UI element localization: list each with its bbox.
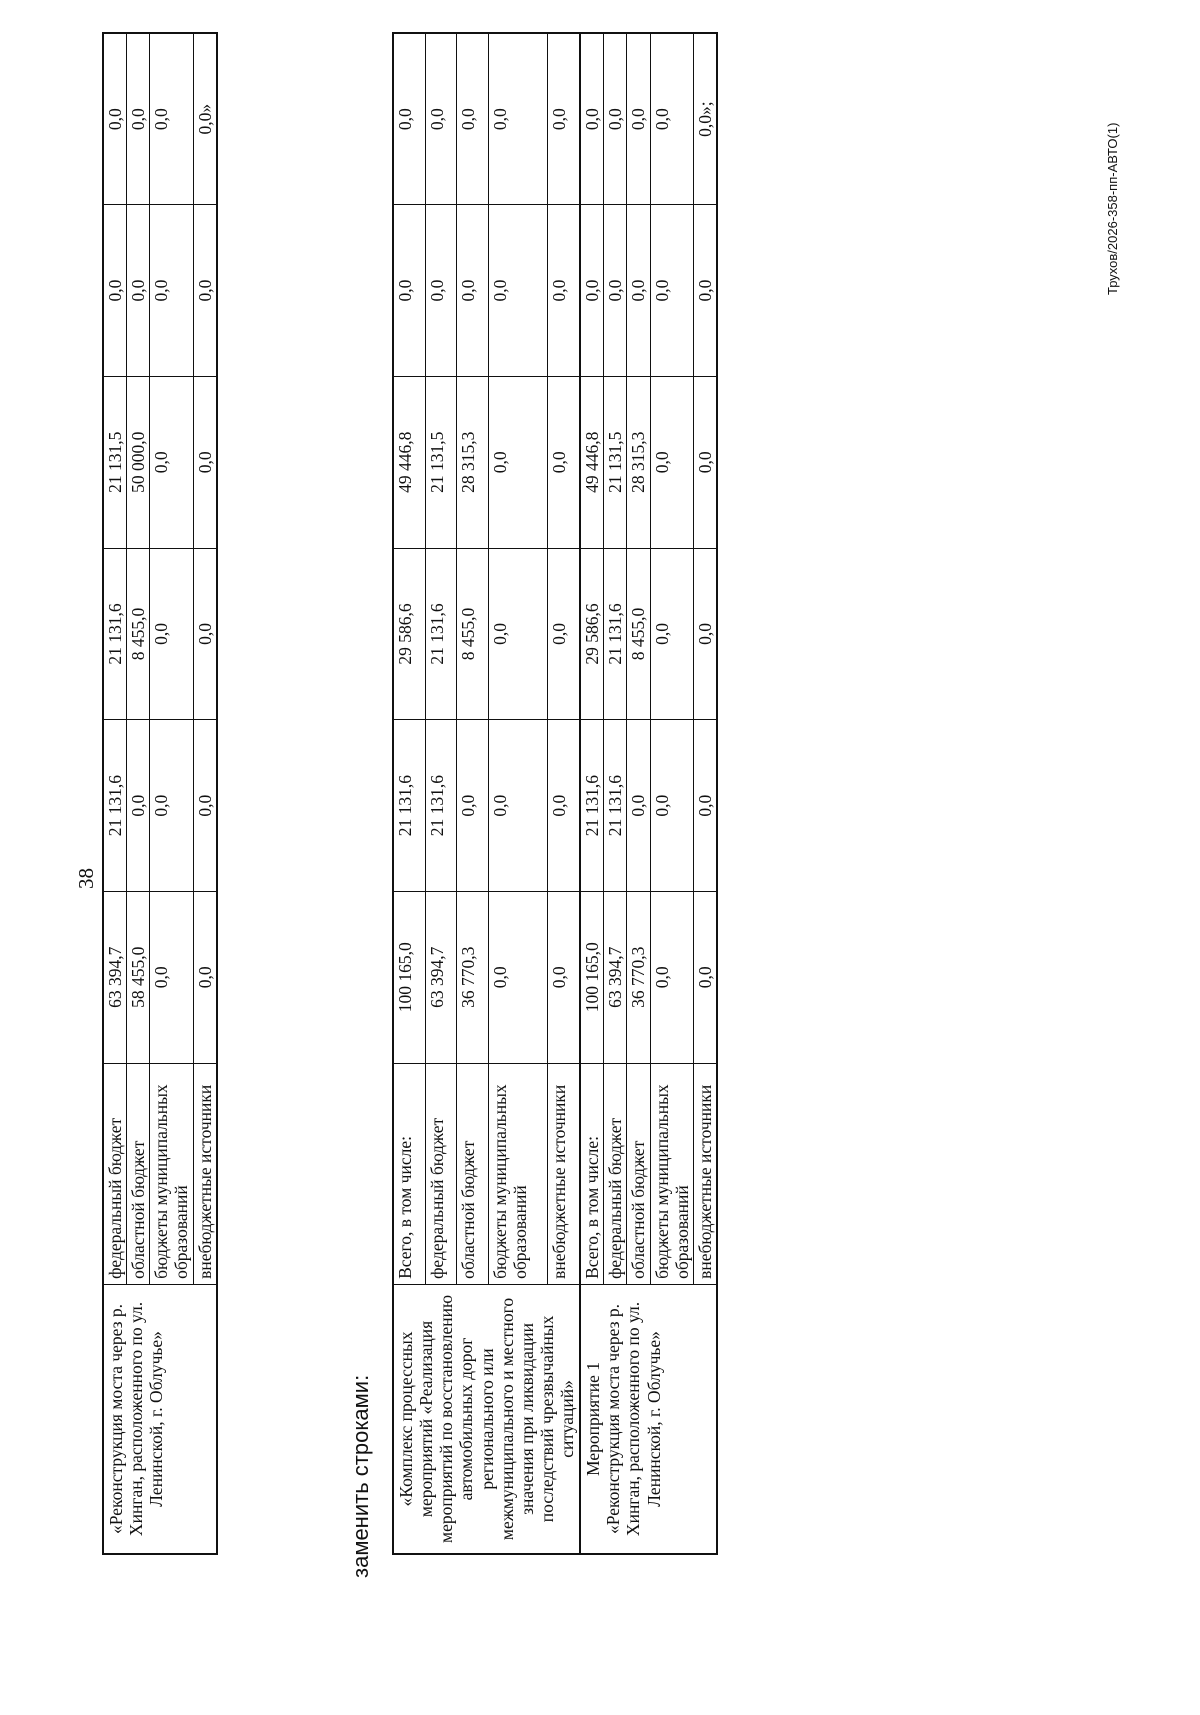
value-cell: 0,0 — [457, 720, 489, 892]
funding-source: бюджеты муниципальных образований — [650, 1063, 693, 1284]
value-cell: 36 770,3 — [457, 891, 489, 1063]
value-cell: 0,0 — [489, 548, 548, 720]
value-cell: 100 165,0 — [393, 891, 425, 1063]
value-cell: 0,0 — [548, 891, 580, 1063]
value-cell: 63 394,7 — [604, 891, 627, 1063]
value-cell: 8 455,0 — [627, 548, 650, 720]
value-cell: 21 131,5 — [103, 376, 127, 548]
value-cell: 100 165,0 — [580, 891, 604, 1063]
funding-source: внебюджетные источники — [548, 1063, 580, 1284]
page-number: 38 — [74, 868, 98, 889]
value-cell: 0,0 — [489, 891, 548, 1063]
funding-source: бюджеты муниципальных образований — [489, 1063, 548, 1284]
funding-source: федеральный бюджет — [425, 1063, 457, 1284]
value-cell: 0,0 — [548, 548, 580, 720]
value-cell: 28 315,3 — [457, 376, 489, 548]
table-row — [580, 33, 604, 1554]
value-cell: 21 131,6 — [103, 720, 127, 892]
value-cell: 0,0» — [193, 33, 217, 205]
value-cell: 0,0 — [650, 891, 693, 1063]
funding-source: внебюджетные источники — [193, 1063, 217, 1284]
value-cell: 21 131,6 — [425, 720, 457, 892]
value-cell: 0,0 — [548, 720, 580, 892]
funding-source: Всего, в том числе: — [580, 1063, 604, 1284]
value-cell: 0,0 — [650, 548, 693, 720]
value-cell: 50 000,0 — [127, 376, 150, 548]
measure-title: «Реконструкция моста через р. Хинган, расположенного по ул. Ленинской, г. Облучье» — [603, 1301, 664, 1537]
funding-source: Всего, в том числе: — [393, 1063, 425, 1284]
value-cell: 28 315,3 — [627, 376, 650, 548]
value-cell: 21 131,6 — [604, 720, 627, 892]
value-cell: 0,0 — [693, 720, 717, 892]
value-cell: 0,0 — [693, 205, 717, 377]
value-cell: 0,0 — [650, 376, 693, 548]
value-cell: 0,0 — [150, 376, 193, 548]
value-cell: 0,0 — [150, 33, 193, 205]
value-cell: 0,0 — [457, 205, 489, 377]
value-cell: 0,0 — [150, 205, 193, 377]
value-cell: 21 131,5 — [425, 376, 457, 548]
value-cell: 36 770,3 — [627, 891, 650, 1063]
value-cell: 21 131,5 — [604, 376, 627, 548]
value-cell: 0,0 — [627, 33, 650, 205]
value-cell: 0,0 — [193, 720, 217, 892]
complex-name-cell: «Комплекс процессных мероприятий «Реализация мероприятий по восстановлению автомобильных дорог регионального или межмуниципального и местного значения при ликвидации последствий чрезвычайных ситуаций» — [393, 1284, 580, 1554]
value-cell: 63 394,7 — [103, 891, 127, 1063]
value-cell: 0,0 — [393, 205, 425, 377]
value-cell: 8 455,0 — [127, 548, 150, 720]
table-row — [393, 33, 425, 1554]
value-cell: 21 131,6 — [425, 548, 457, 720]
value-cell: 0,0 — [650, 205, 693, 377]
value-cell: 0,0 — [650, 33, 693, 205]
funding-source: областной бюджет — [457, 1063, 489, 1284]
value-cell: 0,0 — [693, 376, 717, 548]
value-cell: 58 455,0 — [127, 891, 150, 1063]
value-cell: 0,0 — [548, 376, 580, 548]
funding-source: бюджеты муниципальных образований — [150, 1063, 193, 1284]
value-cell: 0,0 — [103, 33, 127, 205]
value-cell: 8 455,0 — [457, 548, 489, 720]
value-cell: 21 131,6 — [580, 720, 604, 892]
value-cell: 21 131,6 — [604, 548, 627, 720]
value-cell: 49 446,8 — [393, 376, 425, 548]
value-cell: 0,0 — [580, 33, 604, 205]
value-cell: 0,0 — [489, 33, 548, 205]
new-rows-table — [392, 32, 718, 1555]
table-row — [103, 33, 127, 1554]
value-cell: 0,0 — [580, 205, 604, 377]
funding-source: областной бюджет — [627, 1063, 650, 1284]
funding-source: областной бюджет — [127, 1063, 150, 1284]
funding-source: федеральный бюджет — [103, 1063, 127, 1284]
value-cell: 0,0 — [193, 548, 217, 720]
value-cell: 0,0 — [127, 33, 150, 205]
value-cell: 0,0 — [457, 33, 489, 205]
value-cell: 29 586,6 — [393, 548, 425, 720]
value-cell: 0,0 — [604, 33, 627, 205]
value-cell: 0,0 — [127, 205, 150, 377]
value-cell: 21 131,6 — [103, 548, 127, 720]
value-cell: 0,0 — [425, 205, 457, 377]
value-cell: 0,0 — [103, 205, 127, 377]
value-cell: 0,0 — [489, 720, 548, 892]
value-cell: 0,0 — [693, 548, 717, 720]
value-cell: 0,0 — [150, 891, 193, 1063]
value-cell: 0,0 — [425, 33, 457, 205]
value-cell: 0,0»; — [693, 33, 717, 205]
value-cell: 0,0 — [193, 205, 217, 377]
document-code: Трухов/2026-358-пп-АВТО(1) — [1105, 122, 1120, 295]
value-cell: 0,0 — [489, 376, 548, 548]
value-cell: 0,0 — [150, 720, 193, 892]
value-cell: 0,0 — [548, 33, 580, 205]
value-cell: 0,0 — [393, 33, 425, 205]
funding-source: внебюджетные источники — [693, 1063, 717, 1284]
funding-source: федеральный бюджет — [604, 1063, 627, 1284]
value-cell: 0,0 — [548, 205, 580, 377]
value-cell: 63 394,7 — [425, 891, 457, 1063]
measure-name-cell: «Реконструкция моста через р. Хинган, расположенного по ул. Ленинской, г. Облучье» — [103, 1284, 217, 1554]
measure-name-cell — [580, 1284, 717, 1554]
value-cell: 0,0 — [604, 205, 627, 377]
value-cell: 0,0 — [150, 548, 193, 720]
value-cell: 0,0 — [627, 205, 650, 377]
value-cell: 0,0 — [627, 720, 650, 892]
value-cell: 29 586,6 — [580, 548, 604, 720]
measure-number: Мероприятие 1 — [583, 1361, 604, 1476]
value-cell: 0,0 — [193, 891, 217, 1063]
value-cell: 21 131,6 — [393, 720, 425, 892]
value-cell: 0,0 — [127, 720, 150, 892]
value-cell: 0,0 — [650, 720, 693, 892]
replace-caption: заменить строками: — [348, 1374, 373, 1578]
value-cell: 0,0 — [489, 205, 548, 377]
value-cell: 49 446,8 — [580, 376, 604, 548]
value-cell: 0,0 — [693, 891, 717, 1063]
value-cell: 0,0 — [193, 376, 217, 548]
old-rows-table — [102, 32, 218, 1555]
